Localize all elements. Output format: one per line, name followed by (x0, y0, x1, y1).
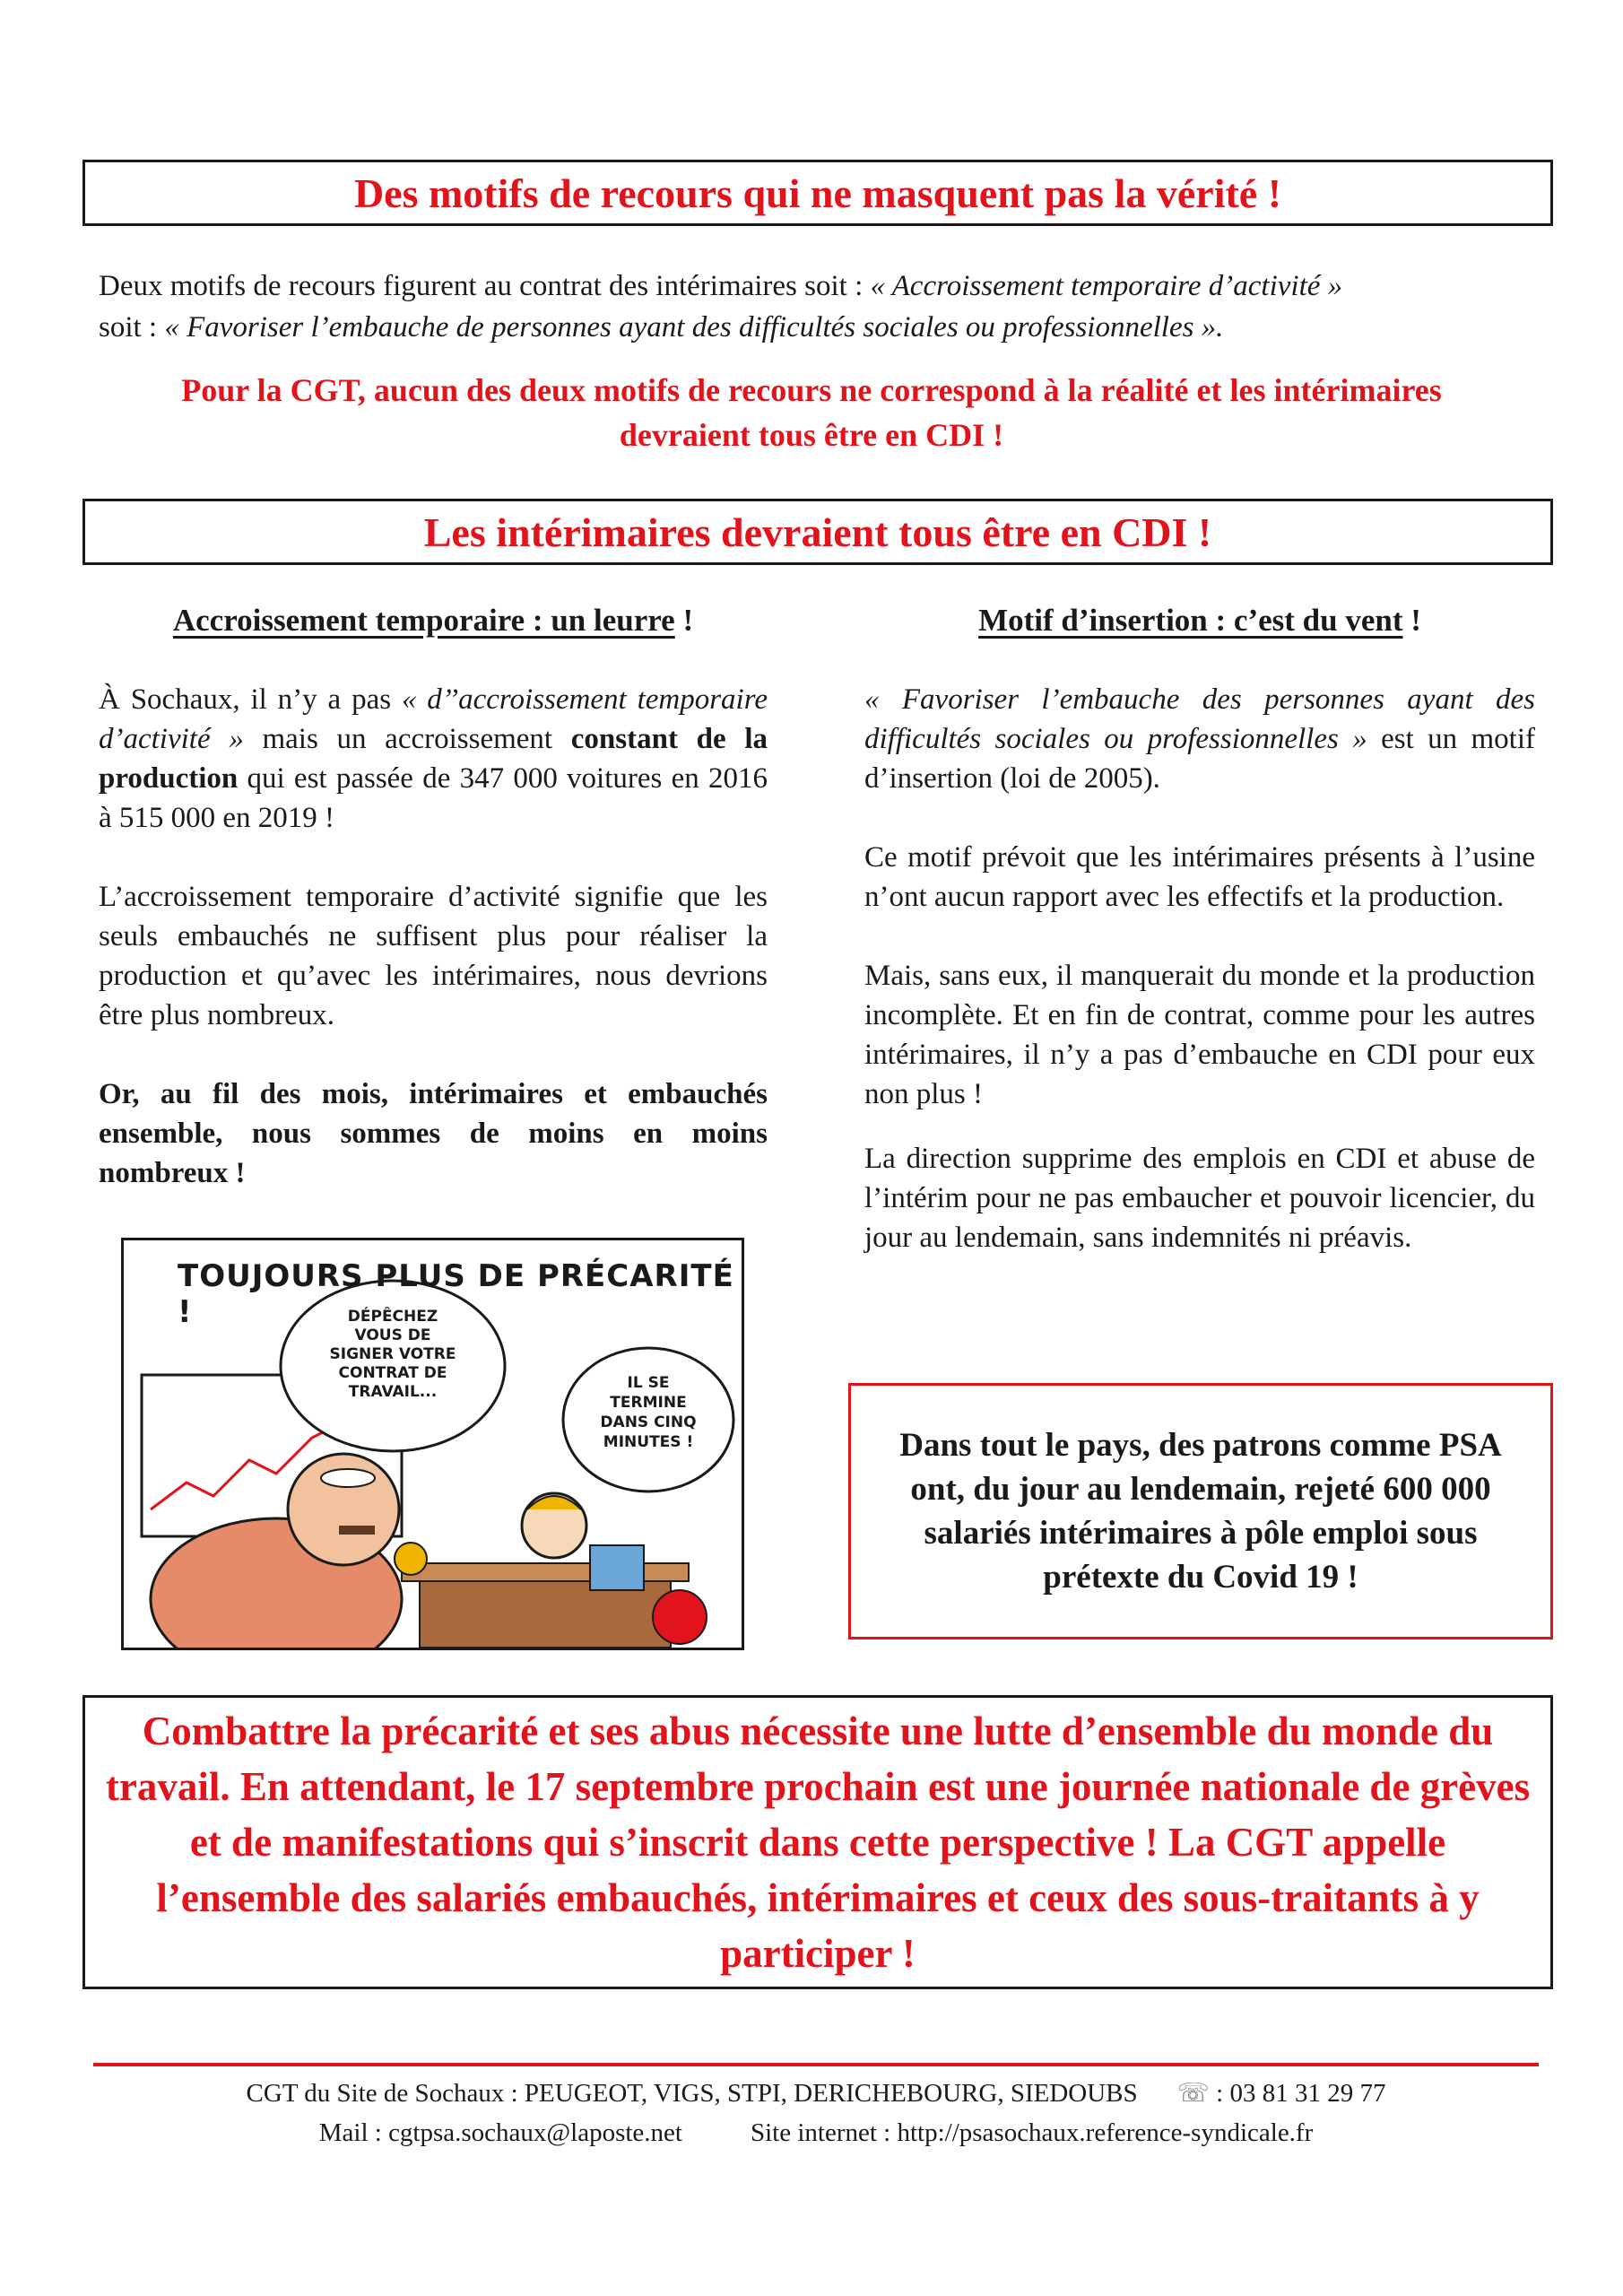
right-paragraph-2: Ce motif prévoit que les intérimaires présents à l’usine n’ont aucun rapport avec les effectifs et la production. (864, 841, 1535, 913)
bubble2-line1: IL SE (627, 1374, 670, 1392)
footer (93, 2074, 1539, 2152)
cartoon-bubble-boss-text (317, 1308, 469, 1402)
intro-text (99, 265, 1542, 348)
call-to-action-box (82, 1695, 1553, 1989)
right-paragraph-3: Mais, sans eux, il manquerait du monde et la production incomplète. Et en fin de contrat, comme pour les autres intérimaires, il n’y a pas d’embauche en CDI pour eux non plus ! (864, 960, 1535, 1110)
section-title-box (82, 499, 1553, 565)
phone-icon: ☏ (1176, 2079, 1210, 2108)
left-p1-quote: « d’’accroissement temporaire d’activité » (99, 683, 768, 755)
worker-chair (653, 1590, 707, 1644)
orange-object (395, 1543, 427, 1575)
bubble1-line2: VOUS DE (354, 1326, 431, 1344)
left-p1-b: mais un accroissement (243, 723, 571, 755)
cartoon-bubble-worker-text (590, 1373, 707, 1452)
cartoon (121, 1238, 744, 1650)
section-title: Les intérimaires devraient tous être en CDI ! (423, 509, 1212, 555)
left-column-heading (99, 603, 768, 639)
left-heading-suffix: ! (674, 603, 694, 638)
desk-top (402, 1563, 689, 1581)
left-column (99, 603, 768, 1232)
cgt-statement-text: Pour la CGT, aucun des deux motifs de recours ne correspond à la réalité et les intérimaires devraient tous être en CDI ! (181, 372, 1442, 453)
intro-line1-prefix: Deux motifs de recours figurent au contrat des intérimaires soit : (99, 270, 871, 302)
desk-body (420, 1581, 671, 1648)
footer-phone: : 03 81 31 29 77 (1216, 2079, 1386, 2108)
left-p1-c: qui est passée de 347 000 voitures en 2016 à 515 000 en 2019 ! (99, 762, 768, 834)
header-title-box (82, 160, 1553, 226)
intro (99, 265, 1542, 348)
bubble1-line4: CONTRAT DE (338, 1364, 447, 1382)
right-paragraph-1 (864, 680, 1535, 798)
right-heading-text: Motif d’insertion : c’est du vent (978, 603, 1403, 638)
left-paragraph-1 (99, 680, 768, 838)
right-column-heading (864, 603, 1535, 639)
bubble1-line5: TRAVAIL... (348, 1383, 438, 1401)
left-paragraph-2: L’accroissement temporaire d’activité signifie que les seuls embauchés ne suffisent plus pour réaliser la production et qu’avec les intérimaires, nous devrions être plus nombreux. (99, 881, 768, 1031)
footer-rule (93, 2063, 1539, 2066)
right-column (864, 603, 1535, 1257)
boss-eyes (321, 1469, 375, 1487)
intro-line1-quote: « Accroissement temporaire d’activité » (870, 270, 1343, 302)
covid-red-box-text: Dans tout le pays, des patrons comme PSA ont, du jour au lendemain, rejeté 600 000 salariés intérimaires à pôle emploi sous prétexte du Covid 19 ! (899, 1427, 1502, 1596)
left-p1-bold: constant de la production (99, 723, 768, 795)
intro-line2-prefix: soit : (99, 311, 165, 344)
left-heading-text: Accroissement temporaire : un leurre (172, 603, 675, 638)
footer-line-2 (93, 2113, 1539, 2152)
bubble2-line2: TERMINE (610, 1394, 687, 1412)
cartoon-caption: TOUJOURS PLUS DE PRÉCARITÉ ! (178, 1258, 734, 1330)
bubble2-line4: MINUTES ! (603, 1433, 694, 1451)
right-p1-quote: « Favoriser l’embauche des personnes ayant des difficultés sociales ou professionnelles » (864, 683, 1535, 755)
footer-phone-group (1177, 2074, 1386, 2113)
left-p3-bold: Or, au fil des mois, intérimaires et embauchés ensemble, nous sommes de moins en moins nombreux ! (99, 1078, 768, 1189)
footer-mail[interactable]: Mail : cgtpsa.sochaux@laposte.net (318, 2118, 682, 2147)
footer-org: CGT du Site de Sochaux : PEUGEOT, VIGS, STPI, DERICHEBOURG, SIEDOUBS (246, 2079, 1138, 2108)
bubble1-line3: SIGNER VOTRE (329, 1345, 456, 1363)
left-paragraph-3 (99, 1074, 768, 1193)
bubble2-line3: DANS CINQ (600, 1413, 697, 1431)
cgt-statement (135, 368, 1488, 457)
right-paragraph-4: La direction supprime des emplois en CDI et abuse de l’intérim pour ne pas embaucher et pouvoir licencier, du jour au lendemain, sans indemnités ni préavis. (864, 1143, 1535, 1254)
intro-line2-quote: « Favoriser l’embauche de personnes ayant des difficultés sociales ou professionnelles ». (164, 311, 1224, 344)
footer-site[interactable]: Site internet : http://psasochaux.reference-syndicale.fr (750, 2118, 1314, 2147)
cigar (339, 1526, 375, 1535)
left-p1-a: À Sochaux, il n’y a pas (99, 683, 402, 716)
right-p1-rest: est un motif d’insertion (loi de 2005). (864, 723, 1535, 795)
footer-line-1 (93, 2074, 1539, 2113)
right-heading-suffix: ! (1402, 603, 1421, 638)
header-title: Des motifs de recours qui ne masquent pas la vérité ! (353, 170, 1282, 216)
worker-shirt (590, 1545, 644, 1590)
call-to-action-text: Combattre la précarité et ses abus nécessite une lutte d’ensemble du monde du travail. En attendant, le 17 septembre prochain est une journée nationale de grèves et de manifestations qui s’inscrit dans cette perspective ! La CGT appelle l’ensemble des salariés embauchés, intérimaires et ceux des sous-traitants à y participer ! (105, 1709, 1531, 1976)
bubble1-line1: DÉPÊCHEZ (347, 1308, 438, 1326)
covid-red-box (848, 1383, 1553, 1639)
